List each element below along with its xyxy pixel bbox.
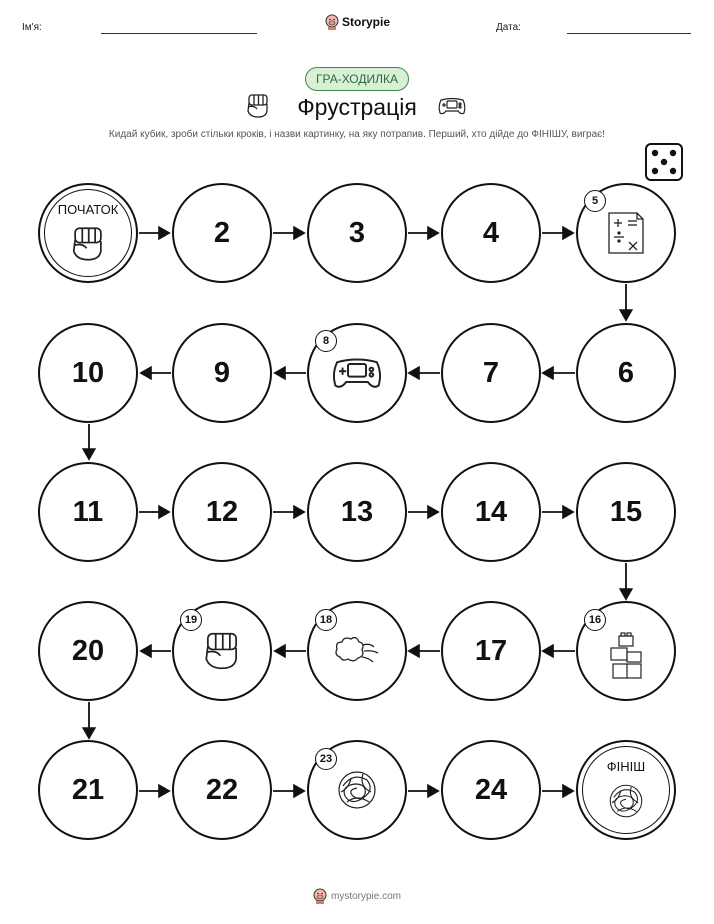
start-cell[interactable]: [38, 183, 138, 283]
cell-number-badge: 23: [315, 748, 337, 770]
board-cell-12[interactable]: [172, 462, 272, 562]
start-label: ПОЧАТОК: [57, 202, 119, 217]
tangled-scribble-icon: [605, 780, 647, 822]
cell-number: 20: [71, 634, 105, 667]
cell-number: 17: [474, 634, 508, 667]
tangled-scribble-icon: [333, 766, 381, 814]
name-label: Ім'я:: [22, 22, 42, 33]
cell-number: 14: [474, 495, 508, 528]
cell-number: 12: [205, 495, 239, 528]
cell-number-badge: 18: [315, 609, 337, 631]
board-cell-4[interactable]: [441, 183, 541, 283]
board-cell-10[interactable]: [38, 323, 138, 423]
cell-number: 11: [72, 495, 104, 528]
board-cell-24[interactable]: [441, 740, 541, 840]
board-cell-20[interactable]: [38, 601, 138, 701]
pig-mascot-icon: [313, 888, 327, 904]
footer-url[interactable]: mystorypie.com: [330, 890, 401, 902]
cell-number: 2: [213, 216, 231, 249]
cell-number: 10: [71, 356, 105, 389]
board-cell-21[interactable]: [38, 740, 138, 840]
cell-number: 6: [617, 356, 635, 389]
cell-number-badge: 8: [315, 330, 337, 352]
board-cell-2[interactable]: [172, 183, 272, 283]
cell-number: 15: [609, 495, 643, 528]
cell-number: 24: [474, 773, 508, 806]
board-cell-22[interactable]: [172, 740, 272, 840]
board-cell-14[interactable]: [441, 462, 541, 562]
cell-number: 7: [482, 356, 500, 389]
finish-cell[interactable]: [576, 740, 676, 840]
finish-label: ФІНІШ: [606, 759, 646, 774]
board-cell-11[interactable]: [38, 462, 138, 562]
cell-number: 22: [205, 773, 239, 806]
cell-number: 13: [340, 495, 374, 528]
footer: [0, 888, 714, 904]
board-cell-9[interactable]: [172, 323, 272, 423]
math-worksheet-icon: [603, 209, 649, 257]
cell-number-badge: 19: [180, 609, 202, 631]
toy-blocks-icon: [605, 630, 647, 684]
board-cell-3[interactable]: [307, 183, 407, 283]
clenched-fist-icon: [68, 222, 108, 266]
game-type-badge: ГРА-ХОДИЛКА: [305, 67, 409, 91]
board-cell-6[interactable]: [576, 323, 676, 423]
puff-steam-icon: [332, 631, 382, 671]
board-cell-15[interactable]: [576, 462, 676, 562]
instructions: Кидай кубик, зроби стільки кроків, і назви картинку, на яку потрапив. Перший, хто дійде до ФІНІШУ, виграє!: [108, 129, 606, 140]
cell-number-badge: 16: [584, 609, 606, 631]
board-cell-13[interactable]: [307, 462, 407, 562]
brand-name: Storypie: [342, 15, 391, 29]
board-cell-7[interactable]: [441, 323, 541, 423]
date-label: Дата:: [496, 22, 521, 33]
clenched-fist-icon: [200, 627, 244, 675]
game-controller-icon: [329, 355, 385, 391]
cell-number: 21: [71, 773, 105, 806]
cell-number: 3: [348, 216, 366, 249]
title-text: Фрустрація: [297, 94, 417, 120]
cell-number: 4: [482, 216, 500, 249]
board-cell-17[interactable]: [441, 601, 541, 701]
cell-number: 9: [213, 356, 231, 389]
cell-number-badge: 5: [584, 190, 606, 212]
